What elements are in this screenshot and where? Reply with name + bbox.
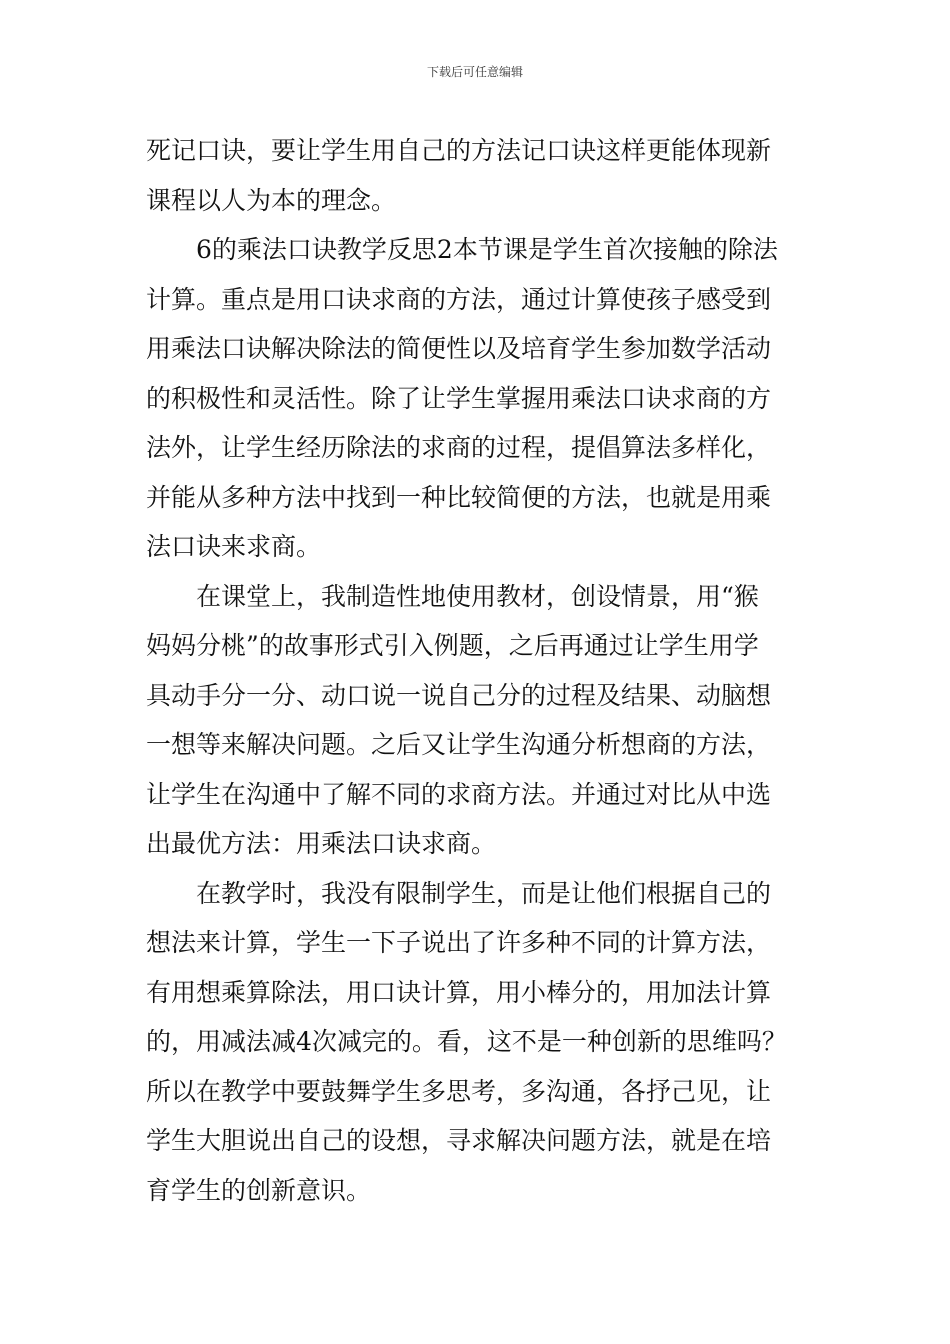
text-line: 妈妈分桃”的故事形式引入例题，之后再通过让学生用学 [146, 631, 759, 660]
text-line: 具动手分一分、动口说一说自己分的过程及结果、动脑想 [146, 680, 772, 710]
text-line: 有用想乘算除法，用口诀计算，用小棒分的，用加法计算 [146, 977, 772, 1007]
text-line: 一想等来解决问题。之后又让学生沟通分析想商的方法， [146, 730, 772, 759]
text-line: 育学生的创新意识。 [146, 1175, 372, 1205]
text-line: 出最优方法：用乘法口诀求商。 [146, 829, 497, 858]
text-line: 在教学时，我没有限制学生，而是让他们根据自己的 [146, 878, 772, 908]
text-line: 的，用减法减4次减完的。看，这不是一种创新的思维吗？ [146, 1027, 787, 1056]
page-header: 下载后可任意编辑 [426, 65, 523, 79]
text-line: 用乘法口诀解决除法的简便性以及培育学生参加数学活动 [146, 334, 772, 363]
text-line: 6的乘法口诀教学反思2本节课是学生首次接触的除法 [146, 235, 778, 264]
text-line: 课程以人为本的理念。 [146, 185, 397, 215]
text-line: 想法来计算，学生一下子说出了许多种不同的计算方法， [146, 928, 772, 957]
text-line: 计算。重点是用口诀求商的方法，通过计算使孩子感受到 [146, 284, 772, 314]
text-line: 学生大胆说出自己的设想，寻求解决问题方法，就是在培 [146, 1126, 772, 1155]
text-line: 的积极性和灵活性。除了让学生掌握用乘法口诀求商的方 [146, 383, 772, 413]
text-line: 在课堂上，我制造性地使用教材，创设情景，用“猴 [146, 581, 759, 611]
text-line: 死记口诀，要让学生用自己的方法记口诀这样更能体现新 [146, 136, 772, 165]
text-line: 让学生在沟通中了解不同的求商方法。并通过对比从中选 [146, 779, 772, 809]
document-body [146, 126, 810, 1215]
text-line: 所以在教学中要鼓舞学生多思考，多沟通，各抒己见，让 [146, 1076, 772, 1106]
text-line: 并能从多种方法中找到一种比较简便的方法，也就是用乘 [146, 482, 772, 512]
text-line: 法口诀来求商。 [146, 532, 322, 561]
text-line: 法外，让学生经历除法的求商的过程，提倡算法多样化， [146, 433, 772, 462]
